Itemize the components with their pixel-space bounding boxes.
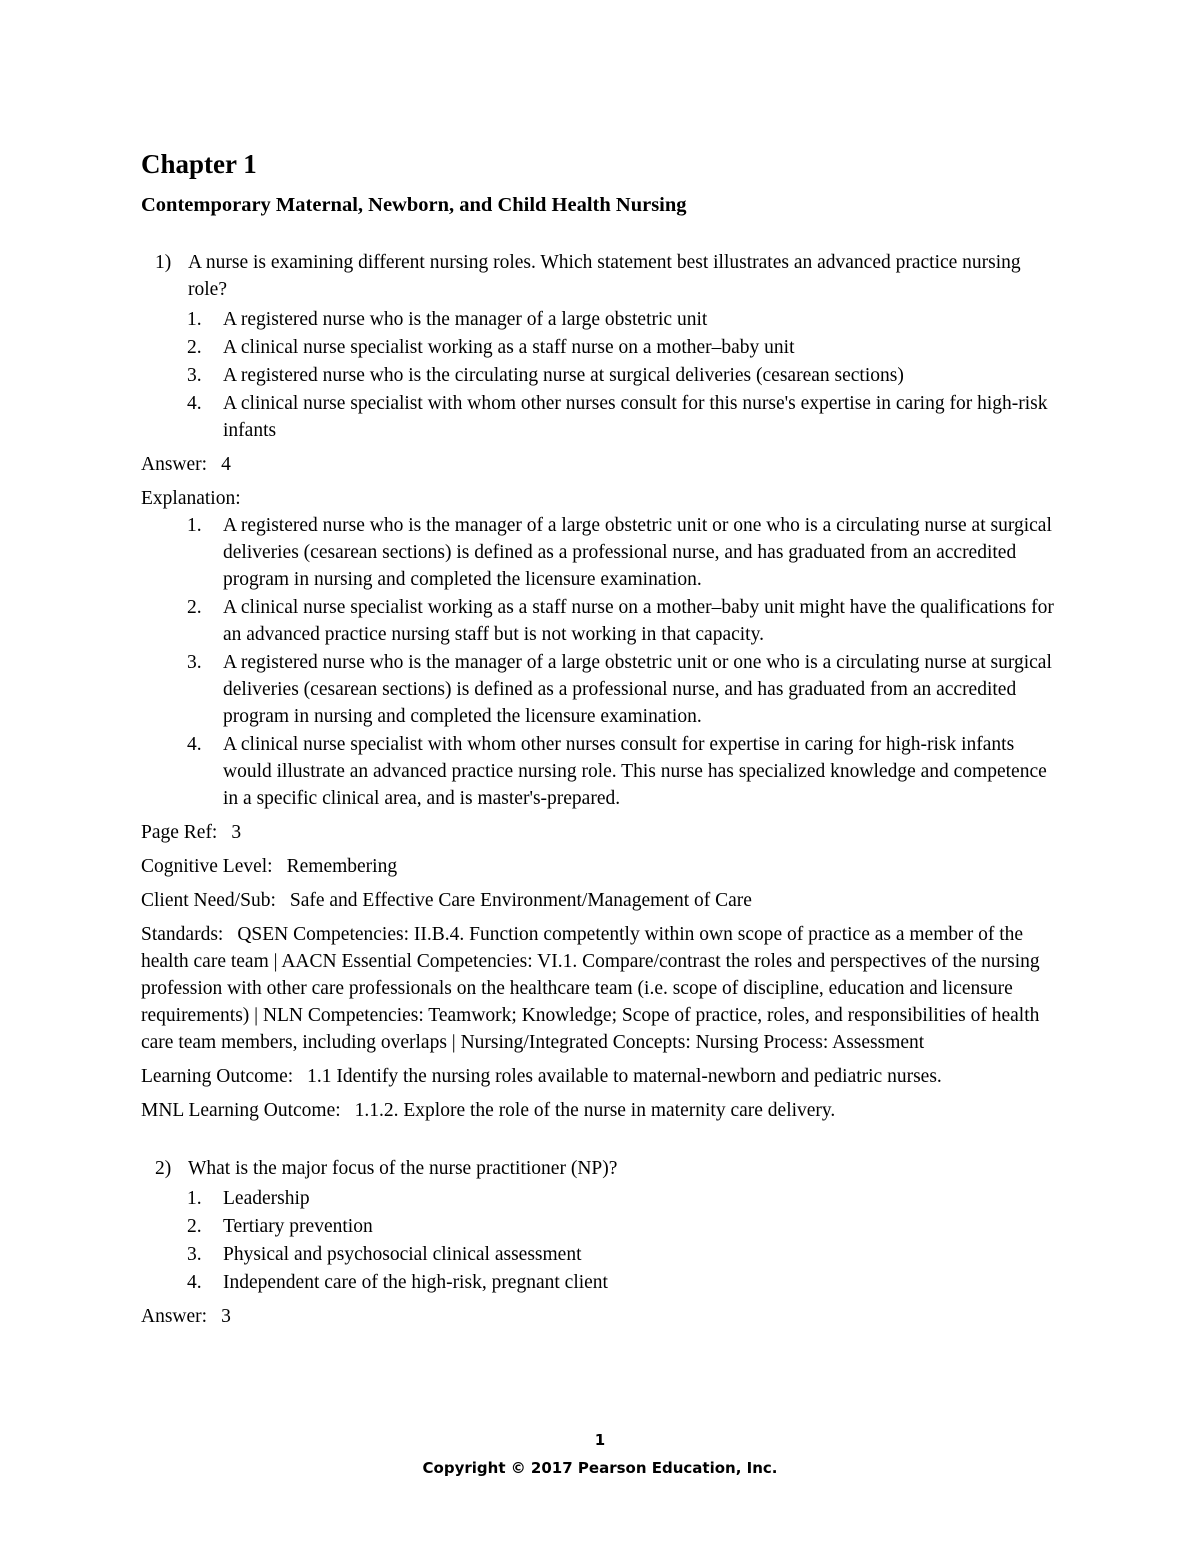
explanation-list bbox=[141, 512, 1061, 812]
chapter-subtitle: Contemporary Maternal, Newborn, and Child Health Nursing bbox=[141, 194, 687, 216]
option-item: 3. A registered nurse who is the circulating nurse at surgical deliveries (cesarean sections) bbox=[187, 365, 904, 386]
client-need-value: Safe and Effective Care Environment/Management of Care bbox=[289, 890, 752, 911]
answer-label: Answer: bbox=[141, 454, 208, 475]
cognitive-level-line: Cognitive Level: Remembering bbox=[141, 856, 398, 877]
chapter-title: Chapter 1 bbox=[141, 149, 257, 179]
question-2 bbox=[141, 1155, 1061, 1296]
question-1 bbox=[141, 249, 1061, 444]
page-ref-value: 3 bbox=[231, 822, 242, 843]
page-content bbox=[141, 148, 1061, 1330]
option-item: 4. A clinical nurse specialist with whom other nurses consult for this nurse's expertise in caring for high-risk infants bbox=[187, 393, 1048, 441]
question-text: A nurse is examining different nursing roles. Which statement best illustrates an advanced practice nursing role? bbox=[188, 252, 1021, 300]
explanation-label: Explanation: bbox=[141, 488, 241, 509]
answer-options bbox=[141, 1185, 1061, 1296]
mnl-learning-outcome-value: 1.1.2. Explore the role of the nurse in maternity care delivery. bbox=[354, 1100, 836, 1121]
learning-outcome-value: 1.1 Identify the nursing roles available to maternal-newborn and pediatric nurses. bbox=[307, 1066, 942, 1087]
question-text: What is the major focus of the nurse practitioner (NP)? bbox=[188, 1158, 618, 1179]
answer-options bbox=[141, 306, 1061, 444]
question-number: 1) bbox=[155, 252, 172, 273]
explanation-item: 3. A registered nurse who is the manager of a large obstetric unit or one who is a circulating nurse at surgical deliveries (cesarean sections) is defined as a professional nurse, and has graduated from an accredited program in nursing and completed the licensure examination. bbox=[187, 652, 1052, 727]
option-item: 4. Independent care of the high-risk, pregnant client bbox=[187, 1272, 608, 1293]
option-item: 2. A clinical nurse specialist working as a staff nurse on a mother–baby unit bbox=[187, 337, 795, 358]
answer-value: 4 bbox=[221, 454, 231, 475]
standards-line: Standards: QSEN Competencies: II.B.4. Function competently within own scope of practice as a member of the health care team | AACN Essential Competencies: VI.1. Compare/contrast the roles and perspectives of the nursing profession with other care professionals on the healthcare team (i.e. scope of discipline, education and licensure requirements) | NLN Competencies: Teamwork; Knowledge; Scope of practice, roles, and responsibilities of health care team members, including overlaps | Nursing/Integrated Concepts: Nursing Process: Assessment bbox=[141, 924, 1040, 1053]
learning-outcome-line: Learning Outcome: 1.1 Identify the nursing roles available to maternal-newborn and pediatric nurses. bbox=[141, 1066, 942, 1087]
answer-line bbox=[141, 451, 1061, 478]
option-item: 3. Physical and psychosocial clinical assessment bbox=[187, 1244, 582, 1265]
answer-line bbox=[141, 1303, 1061, 1330]
standards-value: QSEN Competencies: II.B.4. Function competently within own scope of practice as a member of the health care team | AACN Essential Competencies: VI.1. Compare/contrast the roles and perspectives of the nursing profession with other care professionals on the healthcare team (i.e. scope of discipline, education and licensure requirements) | NLN Competencies: Teamwork; Knowledge; Scope of practice, roles, and responsibilities of health care team members, including overlaps | Nursing/Integrated Concepts: Nursing Process: Assessment bbox=[141, 924, 1040, 1053]
option-item: 1. A registered nurse who is the manager of a large obstetric unit bbox=[187, 309, 708, 330]
page-number: 1 bbox=[594, 1431, 606, 1449]
client-need-line: Client Need/Sub: Safe and Effective Care Environment/Management of Care bbox=[141, 890, 752, 911]
explanation-item: 2. A clinical nurse specialist working as a staff nurse on a mother–baby unit might have the qualifications for an advanced practice nursing staff but is not working in that capacity. bbox=[187, 597, 1054, 645]
explanation-item: 1. A registered nurse who is the manager of a large obstetric unit or one who is a circulating nurse at surgical deliveries (cesarean sections) is defined as a professional nurse, and has graduated from an accredited program in nursing and completed the licensure examination. bbox=[187, 515, 1052, 590]
option-item: 2. Tertiary prevention bbox=[187, 1216, 373, 1237]
answer-label: Answer: bbox=[141, 1306, 208, 1327]
explanation-item: 4. A clinical nurse specialist with whom other nurses consult for expertise in caring for high-risk infants would illustrate an advanced practice nursing role. This nurse has specialized knowledge and competence in a specific clinical area, and is master's-prepared. bbox=[187, 734, 1047, 809]
option-item: 1. Leadership bbox=[187, 1188, 310, 1209]
page-ref-line: Page Ref: 3 bbox=[141, 822, 242, 843]
mnl-learning-outcome-line: MNL Learning Outcome: 1.1.2. Explore the role of the nurse in maternity care delivery. bbox=[141, 1100, 836, 1121]
cognitive-level-value: Remembering bbox=[286, 856, 398, 877]
question-number: 2) bbox=[155, 1158, 172, 1179]
copyright-notice: Copyright © 2017 Pearson Education, Inc. bbox=[422, 1459, 778, 1477]
answer-value: 3 bbox=[221, 1306, 231, 1327]
